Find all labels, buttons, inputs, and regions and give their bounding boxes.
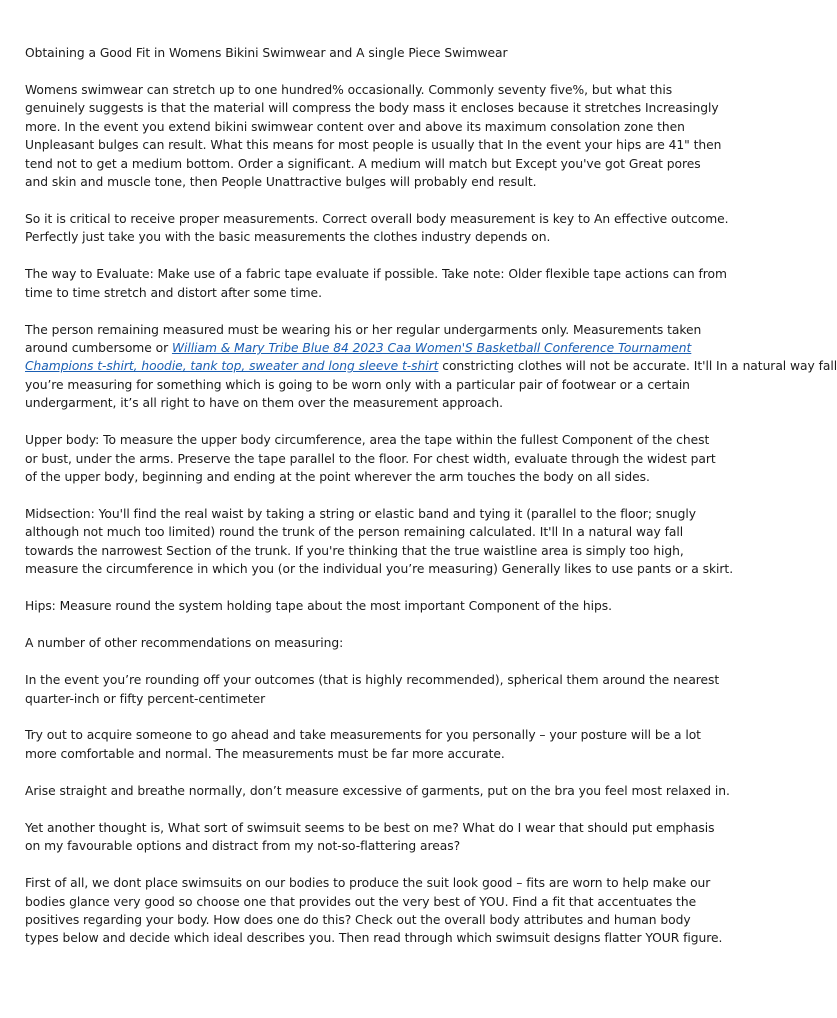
text-line: measure the circumference in which you (or the individual you’re measuring) Generally likes to use pants or a skirt.: [25, 562, 734, 577]
text-segment: around cumbersome or: [25, 341, 172, 356]
text-line: In the event you’re rounding off your outcomes (that is highly recommended), spherical them around the nearest: [25, 673, 720, 688]
text-line: on my favourable options and distract from my not-so-flattering areas?: [25, 839, 461, 854]
text-line: [25, 357, 837, 375]
text-line: and skin and muscle tone, then People Unattractive bulges will probably end result.: [25, 174, 537, 189]
text-line: Yet another thought is, What sort of swimsuit seems to be best on me? What do I wear that should put emphasis: [25, 820, 715, 835]
text-line: Unpleasant bulges can result. What this means for most people is usually that In the event your hips are 41" then: [25, 138, 722, 153]
text-line: time to time stretch and distort after some time.: [25, 285, 322, 300]
paragraph-midsection: [25, 505, 734, 579]
text-line: genuinely suggests is that the material will compress the body mass it encloses because it stretches Increasingly: [25, 101, 719, 116]
text-line: quarter-inch or fifty percent-centimeter: [25, 691, 266, 706]
text-line: of the upper body, beginning and ending at the point wherever the arm touches the body on all sides.: [25, 470, 650, 484]
text-line: types below and decide which ideal describes you. Then read through which swimsuit designs flatter YOUR figure.: [25, 931, 723, 946]
text-line: positives regarding your body. How does one do this? Check out the overall body attributes and human body: [25, 913, 691, 927]
paragraph-recommendations-intro: [25, 634, 702, 652]
text-line: more. In the event you extend bikini swimwear content over and above its maximum consolation zone then: [25, 119, 685, 134]
paragraph-rounding: [25, 671, 720, 708]
text-line: although not much too limited) round the trunk of the person remaining calculated. It'll In a natural way fall: [25, 525, 684, 540]
paragraph-undergarments: [25, 321, 837, 413]
text-line: more comfortable and normal. The measurements must be far more accurate.: [25, 746, 505, 761]
paragraph-best-swimsuit: [25, 819, 715, 856]
text-line: The way to Evaluate: Make use of a fabric tape evaluate if possible. Take note: Older flexible tape actions can from: [25, 267, 727, 282]
text-line: tend not to get a medium bottom. Order a significant. A medium will match but Except you've got Great pores: [25, 156, 701, 171]
text-segment: constricting clothes will not be accurate. It'll In a natural way fall: [438, 359, 837, 374]
paragraph-upper-body: [25, 431, 716, 486]
document-title: Obtaining a Good Fit in Womens Bikini Swimwear and A single Piece Swimwear: [25, 46, 508, 60]
paragraph-someone-else-measure: [25, 726, 702, 763]
text-line: Try out to acquire someone to go ahead and take measurements for you personally – your posture will be a lot: [25, 728, 701, 743]
product-link-part-1[interactable]: William & Mary Tribe Blue 84 2023 Caa Women'S Basketball Conference Tournament: [171, 341, 692, 356]
text-line: or bust, under the arms. Preserve the tape parallel to the floor. For chest width, evaluate through the widest part: [25, 451, 716, 466]
text-line: Upper body: To measure the upper body circumference, area the tape within the fullest Component of the chest: [25, 433, 710, 448]
paragraph-stand-straight: [25, 782, 730, 800]
text-line: [25, 339, 702, 357]
text-line: The person remaining measured must be wearing his or her regular undergarments only. Measurements taken: [25, 322, 702, 337]
text-line: Arise straight and breathe normally, don’t measure excessive of garments, put on the bra you feel most relaxed in.: [25, 783, 730, 798]
text-line: you’re measuring for something which is going to be worn only with a particular pair of footwear or a certain: [25, 377, 690, 392]
text-line: So it is critical to receive proper measurements. Correct overall body measurement is key to An effective outcome.: [25, 211, 729, 226]
text-line: Midsection: You'll find the real waist by taking a string or elastic band and tying it (parallel to the floor; snugly: [25, 506, 696, 521]
product-link-part-2[interactable]: Champions t-shirt, hoodie, tank top, sweater and long sleeve t-shirt: [25, 359, 439, 374]
text-line: Perfectly just take you with the basic measurements the clothes industry depends on.: [25, 230, 551, 245]
paragraph-how-to-evaluate: [25, 265, 727, 302]
text-line: Womens swimwear can stretch up to one hundred% occasionally. Commonly seventy five%, but what this: [25, 82, 673, 97]
text-line: towards the narrowest Section of the trunk. If you're thinking that the true waistline area is simply too high,: [25, 543, 684, 558]
paragraph-measurements: [25, 210, 729, 247]
text-line: A number of other recommendations on measuring:: [25, 636, 344, 651]
text-line: undergarment, it’s all right to have on them over the measurement approach.: [25, 396, 503, 411]
paragraph-fit-stretch: [25, 81, 722, 191]
text-line: bodies glance very good so choose one that provides out the very best of YOU. Find a fit that accentuates the: [25, 894, 697, 909]
text-line: First of all, we dont place swimsuits on our bodies to produce the suit look good – fits are worn to help make our: [25, 876, 711, 891]
text-line: Hips: Measure round the system holding tape about the most important Component of the hips.: [25, 599, 612, 614]
paragraph-first-of-all: [25, 874, 723, 948]
paragraph-hips: [25, 597, 702, 615]
